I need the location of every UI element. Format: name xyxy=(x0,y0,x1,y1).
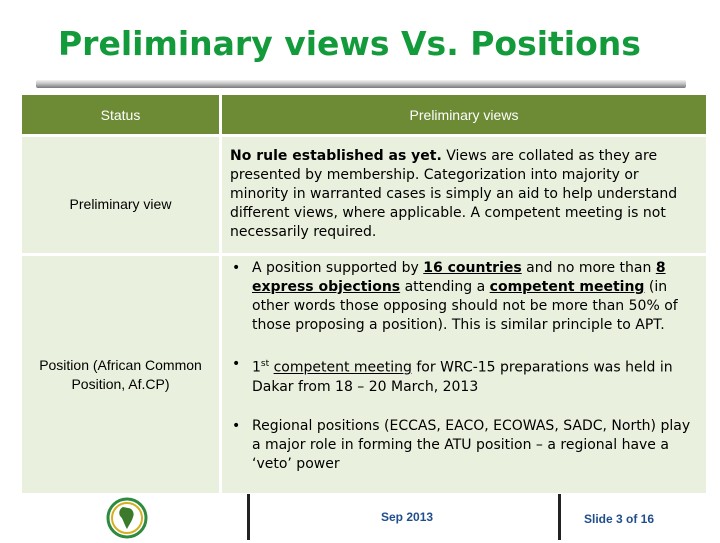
row1-status-text: Preliminary view xyxy=(69,195,172,212)
footer-slide-number: Slide 3 of 16 xyxy=(584,512,655,526)
bullet-item xyxy=(228,355,698,397)
row2-description xyxy=(222,256,706,493)
bullet2-superscript: st xyxy=(260,359,270,369)
row2-status xyxy=(22,256,219,493)
bullet-icon: • xyxy=(232,417,241,434)
bullet-icon: • xyxy=(232,260,241,276)
bullet-icon: • xyxy=(232,356,241,372)
bullet1-text-a: A position supported by xyxy=(252,260,424,276)
bullet2-text-b: for WRC-15 preparations was held in Dakar from 18 – 20 March, 2013 xyxy=(252,359,673,395)
row1-status xyxy=(22,137,219,253)
bullet-list xyxy=(228,259,698,474)
bullet1-text-d: (in other words those opposing should not be more than 50% of those proposing a position). This is similar principle to APT. xyxy=(252,279,678,333)
bullet1-underlined-objections: 8 express objections xyxy=(252,260,666,295)
bullet-item xyxy=(228,417,698,474)
title-divider xyxy=(36,80,686,88)
atu-logo-icon xyxy=(104,497,150,539)
bullet1-underlined-competent-meeting: competent meeting xyxy=(489,279,645,295)
bullet2-underlined-competent-meeting: competent meeting xyxy=(273,359,412,376)
bullet2-text-a: 1 xyxy=(252,359,261,376)
row1-text: Views are collated as they are presented by membership. Categorization into majority or minority in warranted cases is simply an aid to help understand different views, where applicable. A competent meeting is not necessarily required. xyxy=(230,148,678,240)
row2-status-text: Position (African Common Position, Af.CP) xyxy=(39,356,202,392)
header-preliminary-views: Preliminary views xyxy=(222,95,706,134)
row1-lead-bold: No rule established as yet. xyxy=(230,148,442,164)
footer-date: Sep 2013 xyxy=(381,510,434,524)
bullet-item xyxy=(228,259,698,335)
bullet3-text: Regional positions (ECCAS, EACO, ECOWAS, SADC, North) play a major role in forming the ATU position – a regional have a ‘veto’ power xyxy=(252,417,691,472)
slide-title: Preliminary views Vs. Positions xyxy=(58,24,641,63)
header-status: Status xyxy=(22,95,219,134)
bullet1-text-b: and no more than xyxy=(521,260,656,276)
footer-divider-left xyxy=(247,494,250,540)
bullet1-text-c: attending a xyxy=(400,279,490,295)
footer-divider-right xyxy=(558,494,561,540)
bullet1-underlined-16-countries: 16 countries xyxy=(423,260,522,276)
comparison-table xyxy=(22,95,706,493)
row1-description xyxy=(222,137,706,253)
